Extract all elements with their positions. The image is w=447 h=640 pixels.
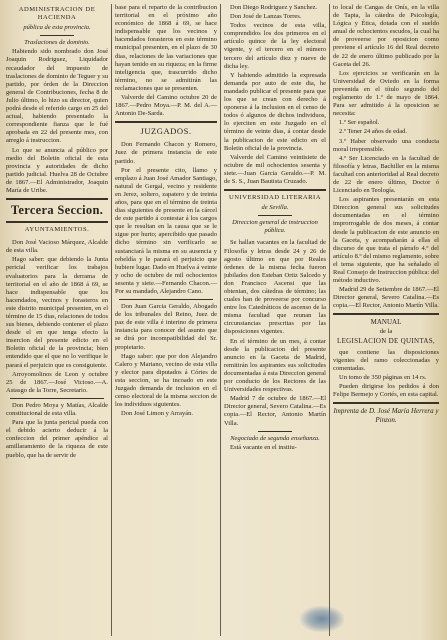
paragraph: Los ejercicios se verificarán en la Universidad de Oviedo en la forma prevenida en el título segundo del reglamento de 1.º de mayo de 1864. Para ser admitido á la oposicion se necesita:	[333, 69, 439, 118]
paragraph: Madrid 7 de octubre de 1867.—El Director general, Severo Catalina.—Es copia.—El Rector, Antonio Martín Villa.	[224, 395, 326, 427]
imprint: Imprenta de D. José María Herrera y Pinzon.	[333, 407, 439, 425]
heading-ayuntamientos: AYUNTAMIENTOS.	[24, 226, 90, 234]
heading-administracion: ADMINISTRACION DE HACIENDA	[18, 6, 96, 22]
section-divider	[224, 189, 326, 191]
ink-stain	[300, 606, 344, 632]
section-divider	[333, 402, 439, 404]
manual-title: LEGISLACION DE QUINTAS,	[337, 336, 435, 345]
divider	[10, 398, 104, 399]
divider	[258, 215, 292, 216]
paragraph: Valverde del Camino veintisiete de octubre de mil ochocientos sesenta y siete.—Juan Garcia Geraldo.—P. M. de S. S., Juan Bautista Cruzado.	[224, 153, 326, 185]
paragraph: Arroyomolinos de Leon y octubre 25 de 1867.—José Vicioso.—A. Astasgo de la Torre, Secretario.	[6, 370, 108, 394]
paragraph: En el término de un mes, á contar desde la publicacion del presente anuncio en la Gaceta de Madrid, remitirán los aspirantes sus solicitudes documentadas á esta Direccion general por conducto de los Rectores de las Universidades respectivas.	[224, 337, 326, 394]
paragraph: Don Juan Garcia Geraldo, Abogado de los tribunales del Reino, Juez de paz de este villa é interino de primera instancia para conocer del asunto que se dirá por incompatibilidad del Sr. propietario.	[115, 303, 217, 351]
paragraph: Pueden dirigirse los pedidos á don Felipe Bermejo y Cortés, en esta capital.	[333, 383, 439, 399]
subheading: Traslaciones de dominio.	[24, 39, 90, 47]
list-item: 4.º Ser Licenciado en la facultad de filosofía y letras, Bachiller en la misma facultad con anterioridad al Real decreto de 22 de enero último, Doctor ó Licenciado en Teología.	[333, 154, 439, 195]
heading-universidad: UNIVERSIDAD LITERARIA	[229, 194, 321, 202]
divider	[40, 35, 74, 36]
section-title: Tercera Seccion.	[10, 203, 104, 218]
paragraph: Habiendo sido nombrado don José Joaquin Rodriguez, Liquidador recaudador del impuesto de traslaciones de dominio de Teguer y su partido, por órden de la Direccion general de Contribuciones, fecha 8 de Julio último, lo hizo su director, quien podrá desde el referido cargo en 25 del actual, habiendo presentado la correspondiente fianza que le fué aprobada en 22 del presente mes, con arreglo á instruccion.	[6, 48, 108, 145]
paragraph: Don José Vacioso Márquez, Alcalde de esta villa.	[6, 239, 108, 255]
paragraph: Todos vecinos de esta villa, comprendidos los dos primeros en el artículo quince de la ley electoral vigente, y el tercero en el número tercero del artículo diez y nueve de dicha ley.	[224, 22, 326, 70]
column-2	[115, 4, 217, 636]
paragraph: que contiene las disposiciones vigentes del ramo coleccionadas y comentadas.	[333, 348, 439, 372]
manual-title: de la	[379, 327, 393, 335]
list-item: 3.º Haber observado una conducta moral irreprensible.	[333, 137, 439, 153]
section-divider	[6, 221, 108, 223]
subheading: de Sevilla.	[261, 204, 289, 212]
column-rule	[111, 4, 112, 636]
heading-juzgados: JUZGADOS.	[140, 126, 192, 137]
column-3	[224, 4, 326, 636]
divider	[258, 431, 292, 432]
subheading: pública de esta provincia.	[23, 24, 91, 32]
subheading: Negociado de segunda enseñanza.	[230, 434, 320, 442]
section-divider	[6, 198, 108, 200]
section-divider	[115, 121, 217, 123]
column-1	[6, 4, 108, 636]
column-rule	[329, 4, 330, 636]
list-item: 2.º Tener 24 años de edad.	[339, 128, 408, 136]
paragraph: Don Fernando Chacon y Romero, Juez de primera instancia de este partido.	[115, 141, 217, 165]
paragraph: Hago saber: que debiendo la Junta pericial verificar los trabajos evaluatorios para la derrama de territorial en el año de 1868 á 69, se hace indispensable que los hacendados, vecinos y forasteros en este distrito municipal presenten, en el término de 15 dias, relaciones de todos sus bienes, debiendo contener el plazo desde el en que tenga efecto la insercion del presente edicto en el Boletin oficial de la provincia; bien entendido que el que no lo verifique le parará el perjuicio que es consiguiente.	[6, 256, 108, 369]
manual-title: MANUAL	[370, 318, 402, 327]
paragraph: to local de Cangas de Onís, en la villa de Tapia, la cátedra de Psicología, Lógica y Ética, dotada con el sueldo anual de ochocientos escudos, la cual ha de proveerse por oposicion como previene el artículo 16 del Real decreto de 22 de enero último publicado por la Gaceta del 26.	[333, 4, 439, 68]
paragraph: base para el reparto de la contribucion territorial en el próximo año económico de 1868 á 69, se hace indispensable que los vecinos y hacendados forasteros en este término municipal presenten, en el plazo de 30 dias, relaciones de las variaciones que hayan tenido en su riqueza; en la firme inteligencia que, trascurrido dicho término, no se admitirán las reclamaciones que se presenten.	[115, 4, 217, 92]
column-rule	[220, 4, 221, 636]
subheading: Direccion general de instruccion pública.	[232, 219, 318, 235]
paragraph: Se hallan vacantes en la facultad de Filosofía y letras desde 24 y 26 de agosto último en que por Reales órdenes de la misma fecha fueron jubilados don Esteban Ortiz Salcedo y don Francisco Ascensi que las obtenian, dos cátedras de término; las cuales han de proveerse por concurso entre los Catedráticos de ascenso de la misma facultad que reunan las circunstancias prescritas por las disposiciones vigentes.	[224, 239, 326, 336]
paragraph: Un tomo de 350 páginas en 14 rs.	[339, 374, 427, 382]
list-item: 1.º Ser español.	[339, 119, 380, 127]
paragraph: Don José de Lanzas Torres.	[230, 13, 302, 21]
paragraph: Y habiendo admitido la expresada demanda por auto de este dia, he mandado publicar el presente para que los que se crean con derecho á oponerse á la inclusion en el censo de todos ó algunos de dichos individuos, lo ejerciten en este Juzgado en el término de veinte dias, á contar desde la publicacion de este edicto en el Boletin oficial de la provincia.	[224, 71, 326, 152]
section-divider	[333, 313, 439, 315]
divider	[119, 299, 213, 300]
paragraph: Madrid 29 de Setiembre de 1867.—El Director general, Severo Catalina.—Es copia.—El Rector, Antonio Martín Villa.	[333, 286, 439, 310]
paragraph: Valverde del Camino octubre 20 de 1867.—Pedro Moya.—P. M. del A.—Antonio De-Sarda.	[115, 94, 217, 118]
paragraph: Lo que se anuncia al público por medio del Boletin oficial de esta provincia y autoridades de dicho partido judicial. Huelva 28 de Octubre de 1867.—El Administrador, Joaquin María de Uribe.	[6, 146, 108, 194]
paragraph: Don Pedro Moya y Matías, Alcalde constitucional de esta villa.	[6, 401, 108, 418]
paragraph: Para que la junta pericial pueda con el debido acierto deducir á la confeccion del primer apéndice al amillaramiento de la riqueza de este pueblo, que ha de servir de	[6, 419, 108, 459]
paragraph: Don José Limon y Arrayán.	[121, 410, 194, 418]
column-4	[333, 4, 439, 636]
paragraph: Don Diego Rodriguez y Sanchez.	[230, 4, 318, 11]
paragraph: Por el presente cito, llamo y emplazo á Juan José Amador Santiago, natural de Gergal, vecino y residente en Jerez, soltero, zapatero y de treinta años, para que en el término de treinta dias siguientes de presente en la cárcel de este partido á contestar á los cargos que le resultan en la causa que se le sigue por hurto; apercibido que pasado dicho término sin verificarlo se sustanciará la misma en su ausencia y rebeldía y le parará el perjuicio que hubiere lugar. Dado en Huelva á veinte y ocho de octubre de mil ochocientos sesenta y siete.—Fernando Chacon.—Por su mandado, Alejandro Cano.	[115, 166, 217, 295]
paragraph: Está vacante en el institu-	[230, 443, 297, 451]
paragraph: Hago saber: que por don Alejandro Calero y Mariano, vecino de esta villa y elector para diputados á Córtes de esta seccion, se ha incoado en este Juzgado demanda de inclusion en el censo electoral de la misma seccion de los individuos siguientes.	[115, 352, 217, 409]
paragraph: Los aspirantes presentarán en esta Direccion general sus solicitudes documentadas en el término improrrogable de dos meses, á contar desde la publicacion de este anuncio en la Gaceta, y acompañarán á ellas el discurso de que trata el párrafo 4.º del artículo 8.º del mismo reglamento, sobre el tema siguiente, que ha señalado el Real Consejo de Instruccion pública: del método inductivo.	[333, 196, 439, 285]
